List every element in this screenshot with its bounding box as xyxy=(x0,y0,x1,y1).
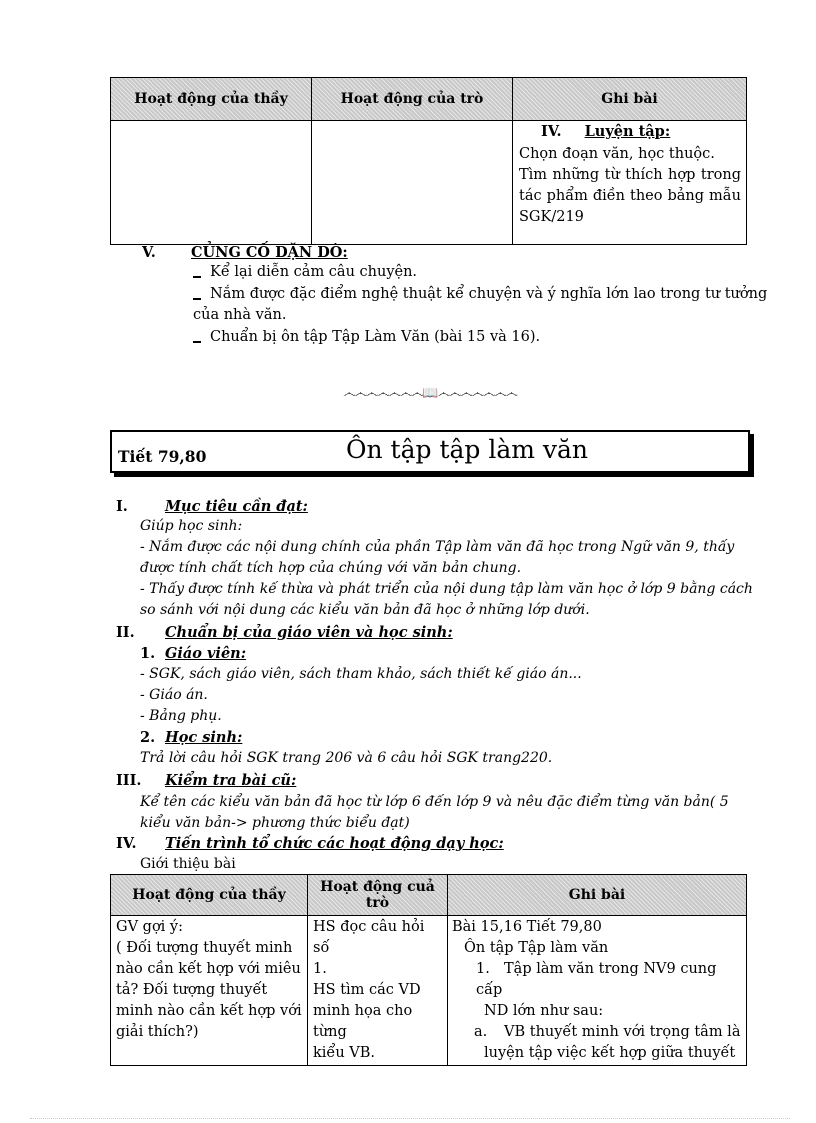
notes-num: 1. xyxy=(476,961,490,977)
header-notes: Ghi bài xyxy=(448,875,747,916)
cell-student xyxy=(312,121,513,245)
student-line: HS đọc câu hỏi số xyxy=(313,919,425,956)
notes-heading: Luyện tập: xyxy=(584,123,671,140)
student-line: minh họa cho từng xyxy=(313,1003,413,1040)
s1-title: Mục tiêu cần đạt: xyxy=(165,498,308,515)
s3-line: Kể tên các kiểu văn bản đã học từ lớp 6 đến lớp 9 và nêu đặc điểm từng văn bản( 5 xyxy=(140,794,729,810)
section5-item: Nắm được đặc điểm nghệ thuật kể chuyện và ý nghĩa lớn lao trong tư tưởng xyxy=(210,286,768,302)
cell-teacher xyxy=(111,121,312,245)
notes-line: Chọn đoạn văn, học thuộc. xyxy=(519,146,715,162)
s2-hs-line: Trả lời câu hỏi SGK trang 206 và 6 câu hỏi SGK trang220. xyxy=(140,750,553,766)
header-notes: Ghi bài xyxy=(513,78,747,121)
s1-line: Giúp học sinh: xyxy=(140,518,243,534)
section5-item-cont: của nhà văn. xyxy=(193,307,287,323)
teacher-line: nào cần kết hợp với miêu xyxy=(116,961,301,977)
cell-teacher xyxy=(111,916,308,1066)
notes-line: tác phẩm điền theo bảng mẫu xyxy=(519,188,741,204)
s2-hs-title: Học sinh: xyxy=(165,729,243,746)
notes-line: Tìm những từ thích hợp trong xyxy=(519,167,741,183)
s2-gv-line: - SGK, sách giáo viên, sách tham khảo, sách thiết kế giáo án... xyxy=(140,666,582,682)
s1-num: I. xyxy=(116,498,128,515)
teacher-line: GV gợi ý: xyxy=(116,919,183,935)
footer-rule xyxy=(30,1118,790,1119)
header-teacher: Hoạt động của thầy xyxy=(111,78,312,121)
table-2 xyxy=(110,874,747,1066)
notes-line: Bài 15,16 Tiết 79,80 xyxy=(452,919,602,935)
student-line: HS tìm các VD xyxy=(313,982,421,998)
lesson-title: Ôn tập tập làm văn xyxy=(346,435,589,464)
s2-gv-num: 1. xyxy=(140,645,156,662)
s1-line: được tính chất tích hợp của chúng với văn bản chung. xyxy=(140,560,522,576)
s1-line: - Thấy được tính kế thừa và phát triển của nội dung tập làm văn học ở lớp 9 bằng cách xyxy=(140,581,753,597)
cell-notes xyxy=(448,916,747,1066)
notes-line: SGK/219 xyxy=(519,209,584,225)
teacher-line: minh nào cần kết hợp với xyxy=(116,1003,302,1019)
lesson-period: Tiết 79,80 xyxy=(118,447,207,466)
s2-title: Chuẩn bị của giáo viên và học sinh: xyxy=(165,624,453,641)
lesson-title-box xyxy=(110,430,750,473)
section5-item: Kể lại diễn cảm câu chuyện. xyxy=(210,264,418,280)
header-teacher: Hoạt động của thầy xyxy=(111,875,308,916)
s2-gv-line: - Giáo án. xyxy=(140,687,208,703)
teacher-line: tả? Đối tượng thuyết xyxy=(116,982,268,998)
section5-num: V. xyxy=(142,244,156,261)
notes-line: VB thuyết minh với trọng tâm là xyxy=(504,1024,741,1040)
section5-title: CỦNG CỐ DẶN DÒ: xyxy=(191,244,348,261)
notes-line: ND lớn như sau: xyxy=(484,1003,604,1019)
s1-line: so sánh với nội dung các kiểu văn bản đã học ở những lớp dưới. xyxy=(140,602,590,618)
s3-title: Kiểm tra bài cũ: xyxy=(165,772,297,789)
header-student: Hoạt động của trò xyxy=(312,78,513,121)
cell-notes xyxy=(513,121,747,245)
teacher-line: ( Đối tượng thuyết minh xyxy=(116,940,293,956)
s1-line: - Nắm được các nội dung chính của phần Tập làm văn đã học trong Ngữ văn 9, thấy xyxy=(140,539,735,555)
s4-num: IV. xyxy=(116,835,137,852)
s2-hs-num: 2. xyxy=(140,729,156,746)
s2-gv-line: - Bảng phụ. xyxy=(140,708,222,724)
cell-student xyxy=(308,916,448,1066)
section5-item: Chuẩn bị ôn tập Tập Làm Văn (bài 15 và 16). xyxy=(210,329,541,345)
notes-line: luyện tập việc kết hợp giữa thuyết xyxy=(484,1045,736,1061)
ornament-divider: ෴෴෴෴෴෴෴📖෴෴෴෴෴෴෴ xyxy=(343,386,517,401)
table-1 xyxy=(110,77,747,245)
header-student: Hoạt động cuả trò xyxy=(308,875,448,916)
s2-num: II. xyxy=(116,624,135,641)
s2-gv-title: Giáo viên: xyxy=(165,645,247,662)
notes-line: Ôn tập Tập làm văn xyxy=(464,940,609,956)
s3-num: III. xyxy=(116,772,142,789)
notes-line: Tập làm văn trong NV9 cung cấp xyxy=(476,961,717,998)
notes-num: a. xyxy=(474,1024,488,1040)
teacher-line: giải thích?) xyxy=(116,1024,199,1040)
student-line: kiểu VB. xyxy=(313,1045,376,1061)
notes-heading-num: IV. xyxy=(541,123,562,140)
student-line: 1. xyxy=(313,961,327,977)
s4-intro: Giới thiệu bài xyxy=(140,856,236,872)
s4-title: Tiến trình tổ chức các hoạt động dạy học: xyxy=(165,835,504,852)
s3-line: kiểu văn bản-> phương thức biểu đạt) xyxy=(140,815,410,831)
